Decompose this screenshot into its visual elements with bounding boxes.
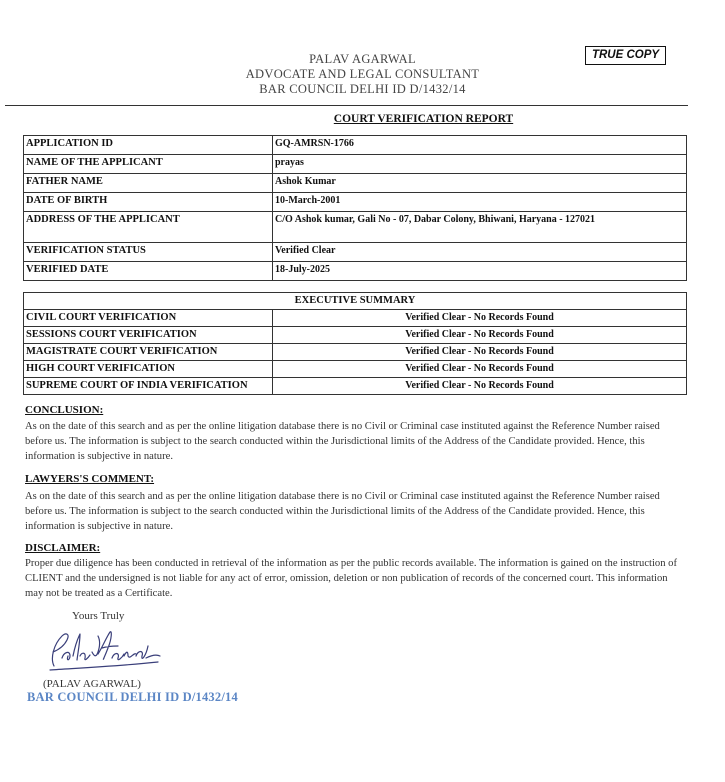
verified-date-label: VERIFIED DATE [24,262,273,281]
summary-row-value: Verified Clear - No Records Found [273,344,687,361]
table-row [24,174,687,193]
summary-row-label: HIGH COURT VERIFICATION [24,361,273,378]
father-name-value: Ashok Kumar [273,174,687,193]
disclaimer-heading: DISCLAIMER: [25,542,101,554]
father-name-label: FATHER NAME [24,174,273,193]
verification-status-label: VERIFICATION STATUS [24,243,273,262]
closing-salutation: Yours Truly [72,610,125,622]
summary-row-value: Verified Clear - No Records Found [273,378,687,395]
table-row [24,262,687,281]
lawyers-comment-heading: LAWYERS'S COMMENT: [25,473,155,485]
dob-label: DATE OF BIRTH [24,193,273,212]
dob-value: 10-March-2001 [273,193,687,212]
report-title: COURT VERIFICATION REPORT [333,113,514,125]
table-row [24,243,687,262]
table-row [24,310,687,327]
conclusion-heading: CONCLUSION: [25,404,104,416]
summary-row-value: Verified Clear - No Records Found [273,327,687,344]
application-id-label: APPLICATION ID [24,136,273,155]
applicant-details-table [23,135,687,281]
table-row [24,193,687,212]
lawyers-comment-text: As on the date of this search and as per the online litigation database there is no Civil or Criminal case instituted against the Reference Number raised before us. The information is subject to the search conducted within the Jurisdictional limits of the Address of the Candidate provided. Hence, this information is subjective in nature. [25,491,660,532]
signatory-name: (PALAV AGARWAL) [43,678,141,690]
summary-row-label: SESSIONS COURT VERIFICATION [24,327,273,344]
true-copy-stamp: TRUE COPY [585,46,666,65]
bar-council-id: BAR COUNCIL DELHI ID D/1432/14 [259,82,466,96]
applicant-name-label: NAME OF THE APPLICANT [24,155,273,174]
signatory-bar-id: BAR COUNCIL DELHI ID D/1432/14 [27,690,238,704]
summary-row-value: Verified Clear - No Records Found [273,310,687,327]
verification-status-value: Verified Clear [273,243,687,262]
summary-row-label: CIVIL COURT VERIFICATION [24,310,273,327]
executive-summary-table [23,292,687,395]
advocate-name: PALAV AGARWAL [309,52,416,66]
table-row [24,327,687,344]
applicant-name-value: prayas [273,155,687,174]
table-row [24,136,687,155]
application-id-value: GQ-AMRSN-1766 [273,136,687,155]
header-divider [5,105,688,106]
table-row [24,155,687,174]
table-row [24,344,687,361]
handwritten-signature [40,628,170,676]
summary-row-label: SUPREME COURT OF INDIA VERIFICATION [24,378,273,395]
address-value: C/O Ashok kumar, Gali No - 07, Dabar Colony, Bhiwani, Haryana - 127021 [273,212,687,243]
table-row [24,378,687,395]
table-row [24,293,687,310]
executive-summary-heading: EXECUTIVE SUMMARY [24,293,687,310]
conclusion-text: As on the date of this search and as per the online litigation database there is no Civil or Criminal case instituted against the Reference Number raised before us. The information is subject to the search conducted within the Jurisdictional limits of the Address of the Candidate provided. Hence, this information is subjective in nature. [25,421,660,462]
disclaimer-text: Proper due diligence has been conducted in retrieval of the information as per the public records available. The information is gained on the instruction of CLIENT and the undersigned is not liable for any act of error, omission, deletion or non publication of records of the concerned court. This information may not be treated as a Certificate. [25,558,677,599]
summary-row-label: MAGISTRATE COURT VERIFICATION [24,344,273,361]
table-row [24,361,687,378]
address-label: ADDRESS OF THE APPLICANT [24,212,273,243]
summary-row-value: Verified Clear - No Records Found [273,361,687,378]
advocate-designation: ADVOCATE AND LEGAL CONSULTANT [245,67,480,81]
verified-date-value: 18-July-2025 [273,262,687,281]
table-row [24,212,687,243]
